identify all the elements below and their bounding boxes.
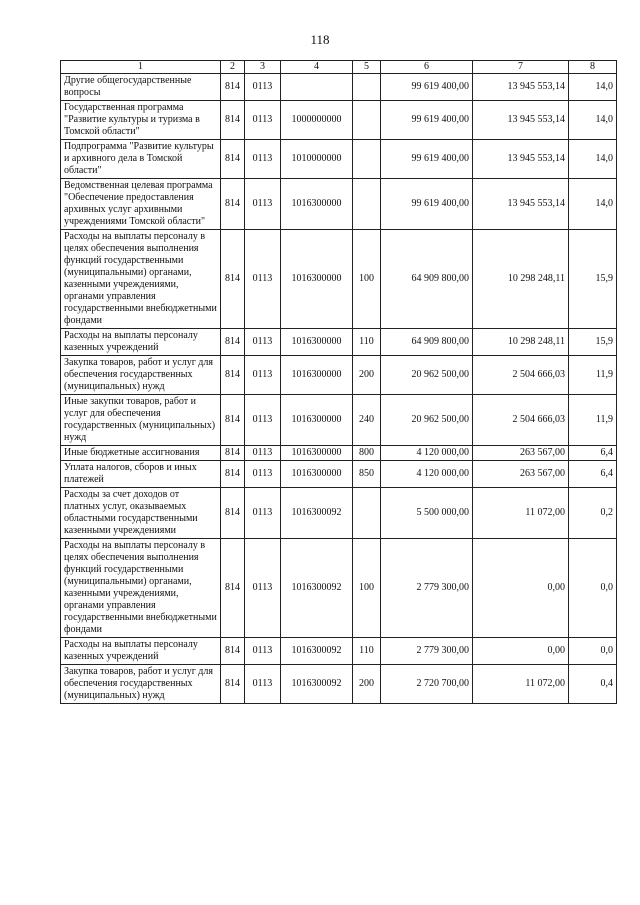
table-row	[61, 329, 617, 356]
cell-target-article: 1016300000	[281, 230, 353, 329]
cell-expense-type	[353, 140, 381, 179]
cell-ministry-code: 814	[221, 461, 245, 488]
cell-target-article: 1016300000	[281, 446, 353, 461]
table-row	[61, 446, 617, 461]
cell-plan-amount: 2 779 300,00	[381, 638, 473, 665]
cell-plan-amount: 99 619 400,00	[381, 101, 473, 140]
column-header: 7	[473, 61, 569, 74]
cell-plan-amount: 99 619 400,00	[381, 140, 473, 179]
column-header: 1	[61, 61, 221, 74]
cell-actual-amount: 0,00	[473, 638, 569, 665]
column-header: 5	[353, 61, 381, 74]
cell-name: Закупка товаров, работ и услуг для обеспечения государственных (муниципальных) нужд	[61, 356, 221, 395]
cell-name: Ведомственная целевая программа "Обеспечение предоставления архивных услуг архивными учреждениями Томской области"	[61, 179, 221, 230]
cell-target-article: 1000000000	[281, 101, 353, 140]
cell-target-article: 1016300000	[281, 329, 353, 356]
table-body	[61, 74, 617, 704]
cell-ministry-code: 814	[221, 488, 245, 539]
column-header: 4	[281, 61, 353, 74]
cell-actual-amount: 13 945 553,14	[473, 101, 569, 140]
budget-table	[60, 60, 617, 704]
cell-percent: 6,4	[569, 446, 617, 461]
cell-ministry-code: 814	[221, 395, 245, 446]
cell-percent: 0,0	[569, 539, 617, 638]
cell-ministry-code: 814	[221, 539, 245, 638]
cell-plan-amount: 2 779 300,00	[381, 539, 473, 638]
cell-section-code: 0113	[245, 461, 281, 488]
cell-section-code: 0113	[245, 329, 281, 356]
cell-name: Иные бюджетные ассигнования	[61, 446, 221, 461]
cell-section-code: 0113	[245, 101, 281, 140]
cell-section-code: 0113	[245, 356, 281, 395]
cell-target-article: 1016300092	[281, 665, 353, 704]
cell-section-code: 0113	[245, 395, 281, 446]
cell-actual-amount: 2 504 666,03	[473, 356, 569, 395]
cell-actual-amount: 13 945 553,14	[473, 74, 569, 101]
cell-expense-type: 200	[353, 665, 381, 704]
cell-plan-amount: 64 909 800,00	[381, 230, 473, 329]
cell-target-article	[281, 74, 353, 101]
cell-plan-amount: 64 909 800,00	[381, 329, 473, 356]
cell-actual-amount: 2 504 666,03	[473, 395, 569, 446]
cell-ministry-code: 814	[221, 101, 245, 140]
cell-percent: 14,0	[569, 101, 617, 140]
cell-target-article: 1016300092	[281, 638, 353, 665]
cell-section-code: 0113	[245, 140, 281, 179]
table-row	[61, 539, 617, 638]
cell-ministry-code: 814	[221, 140, 245, 179]
cell-name: Государственная программа "Развитие культуры и туризма в Томской области"	[61, 101, 221, 140]
cell-target-article: 1010000000	[281, 140, 353, 179]
cell-plan-amount: 99 619 400,00	[381, 179, 473, 230]
cell-name: Иные закупки товаров, работ и услуг для обеспечения государственных (муниципальных) нужд	[61, 395, 221, 446]
cell-expense-type	[353, 488, 381, 539]
cell-name: Расходы на выплаты персоналу в целях обеспечения выполнения функций государственными (муниципальными) органами, казенными учреждениями, органами управления государственными внебюджетными фондами	[61, 230, 221, 329]
cell-target-article: 1016300000	[281, 356, 353, 395]
cell-expense-type	[353, 74, 381, 101]
cell-percent: 15,9	[569, 329, 617, 356]
cell-name: Расходы за счет доходов от платных услуг, оказываемых областными государственными казенными учреждениями	[61, 488, 221, 539]
cell-actual-amount: 263 567,00	[473, 446, 569, 461]
cell-ministry-code: 814	[221, 638, 245, 665]
cell-target-article: 1016300000	[281, 461, 353, 488]
cell-section-code: 0113	[245, 446, 281, 461]
cell-plan-amount: 99 619 400,00	[381, 74, 473, 101]
cell-section-code: 0113	[245, 665, 281, 704]
column-header: 8	[569, 61, 617, 74]
cell-percent: 0,4	[569, 665, 617, 704]
cell-name: Подпрограмма "Развитие культуры и архивного дела в Томской области"	[61, 140, 221, 179]
table-row	[61, 140, 617, 179]
cell-ministry-code: 814	[221, 74, 245, 101]
cell-actual-amount: 13 945 553,14	[473, 179, 569, 230]
cell-expense-type: 110	[353, 329, 381, 356]
cell-expense-type: 850	[353, 461, 381, 488]
cell-plan-amount: 20 962 500,00	[381, 356, 473, 395]
table-row	[61, 101, 617, 140]
cell-expense-type	[353, 101, 381, 140]
cell-name: Расходы на выплаты персоналу казенных учреждений	[61, 638, 221, 665]
column-header: 6	[381, 61, 473, 74]
cell-section-code: 0113	[245, 179, 281, 230]
cell-ministry-code: 814	[221, 179, 245, 230]
cell-ministry-code: 814	[221, 329, 245, 356]
table-row	[61, 356, 617, 395]
cell-actual-amount: 10 298 248,11	[473, 230, 569, 329]
cell-target-article: 1016300000	[281, 179, 353, 230]
cell-section-code: 0113	[245, 638, 281, 665]
cell-plan-amount: 4 120 000,00	[381, 461, 473, 488]
cell-ministry-code: 814	[221, 446, 245, 461]
cell-percent: 11,9	[569, 395, 617, 446]
cell-percent: 6,4	[569, 461, 617, 488]
cell-expense-type: 200	[353, 356, 381, 395]
column-header: 3	[245, 61, 281, 74]
table-row	[61, 230, 617, 329]
cell-section-code: 0113	[245, 74, 281, 101]
cell-section-code: 0113	[245, 488, 281, 539]
cell-actual-amount: 10 298 248,11	[473, 329, 569, 356]
table-row	[61, 638, 617, 665]
cell-percent: 0,0	[569, 638, 617, 665]
cell-percent: 14,0	[569, 140, 617, 179]
cell-percent: 15,9	[569, 230, 617, 329]
cell-percent: 0,2	[569, 488, 617, 539]
cell-percent: 14,0	[569, 74, 617, 101]
cell-ministry-code: 814	[221, 356, 245, 395]
cell-expense-type: 240	[353, 395, 381, 446]
cell-name: Уплата налогов, сборов и иных платежей	[61, 461, 221, 488]
cell-expense-type: 110	[353, 638, 381, 665]
table-row	[61, 395, 617, 446]
cell-expense-type: 100	[353, 230, 381, 329]
cell-section-code: 0113	[245, 539, 281, 638]
cell-actual-amount: 11 072,00	[473, 488, 569, 539]
header-row	[61, 61, 617, 74]
cell-ministry-code: 814	[221, 665, 245, 704]
cell-expense-type: 100	[353, 539, 381, 638]
cell-plan-amount: 4 120 000,00	[381, 446, 473, 461]
cell-ministry-code: 814	[221, 230, 245, 329]
cell-plan-amount: 5 500 000,00	[381, 488, 473, 539]
table-row	[61, 461, 617, 488]
table-row	[61, 179, 617, 230]
cell-expense-type	[353, 179, 381, 230]
table-row	[61, 665, 617, 704]
cell-plan-amount: 20 962 500,00	[381, 395, 473, 446]
page-number: 118	[310, 32, 330, 47]
cell-actual-amount: 0,00	[473, 539, 569, 638]
cell-plan-amount: 2 720 700,00	[381, 665, 473, 704]
table-row	[61, 488, 617, 539]
cell-section-code: 0113	[245, 230, 281, 329]
cell-actual-amount: 11 072,00	[473, 665, 569, 704]
cell-target-article: 1016300000	[281, 395, 353, 446]
cell-actual-amount: 263 567,00	[473, 461, 569, 488]
cell-actual-amount: 13 945 553,14	[473, 140, 569, 179]
cell-target-article: 1016300092	[281, 488, 353, 539]
cell-name: Другие общегосударственные вопросы	[61, 74, 221, 101]
cell-percent: 11,9	[569, 356, 617, 395]
column-header: 2	[221, 61, 245, 74]
cell-name: Расходы на выплаты персоналу казенных учреждений	[61, 329, 221, 356]
cell-target-article: 1016300092	[281, 539, 353, 638]
table-row	[61, 74, 617, 101]
cell-percent: 14,0	[569, 179, 617, 230]
cell-name: Закупка товаров, работ и услуг для обеспечения государственных (муниципальных) нужд	[61, 665, 221, 704]
cell-name: Расходы на выплаты персоналу в целях обеспечения выполнения функций государственными (муниципальными) органами, казенными учреждениями, органами управления государственными внебюджетными фондами	[61, 539, 221, 638]
cell-expense-type: 800	[353, 446, 381, 461]
